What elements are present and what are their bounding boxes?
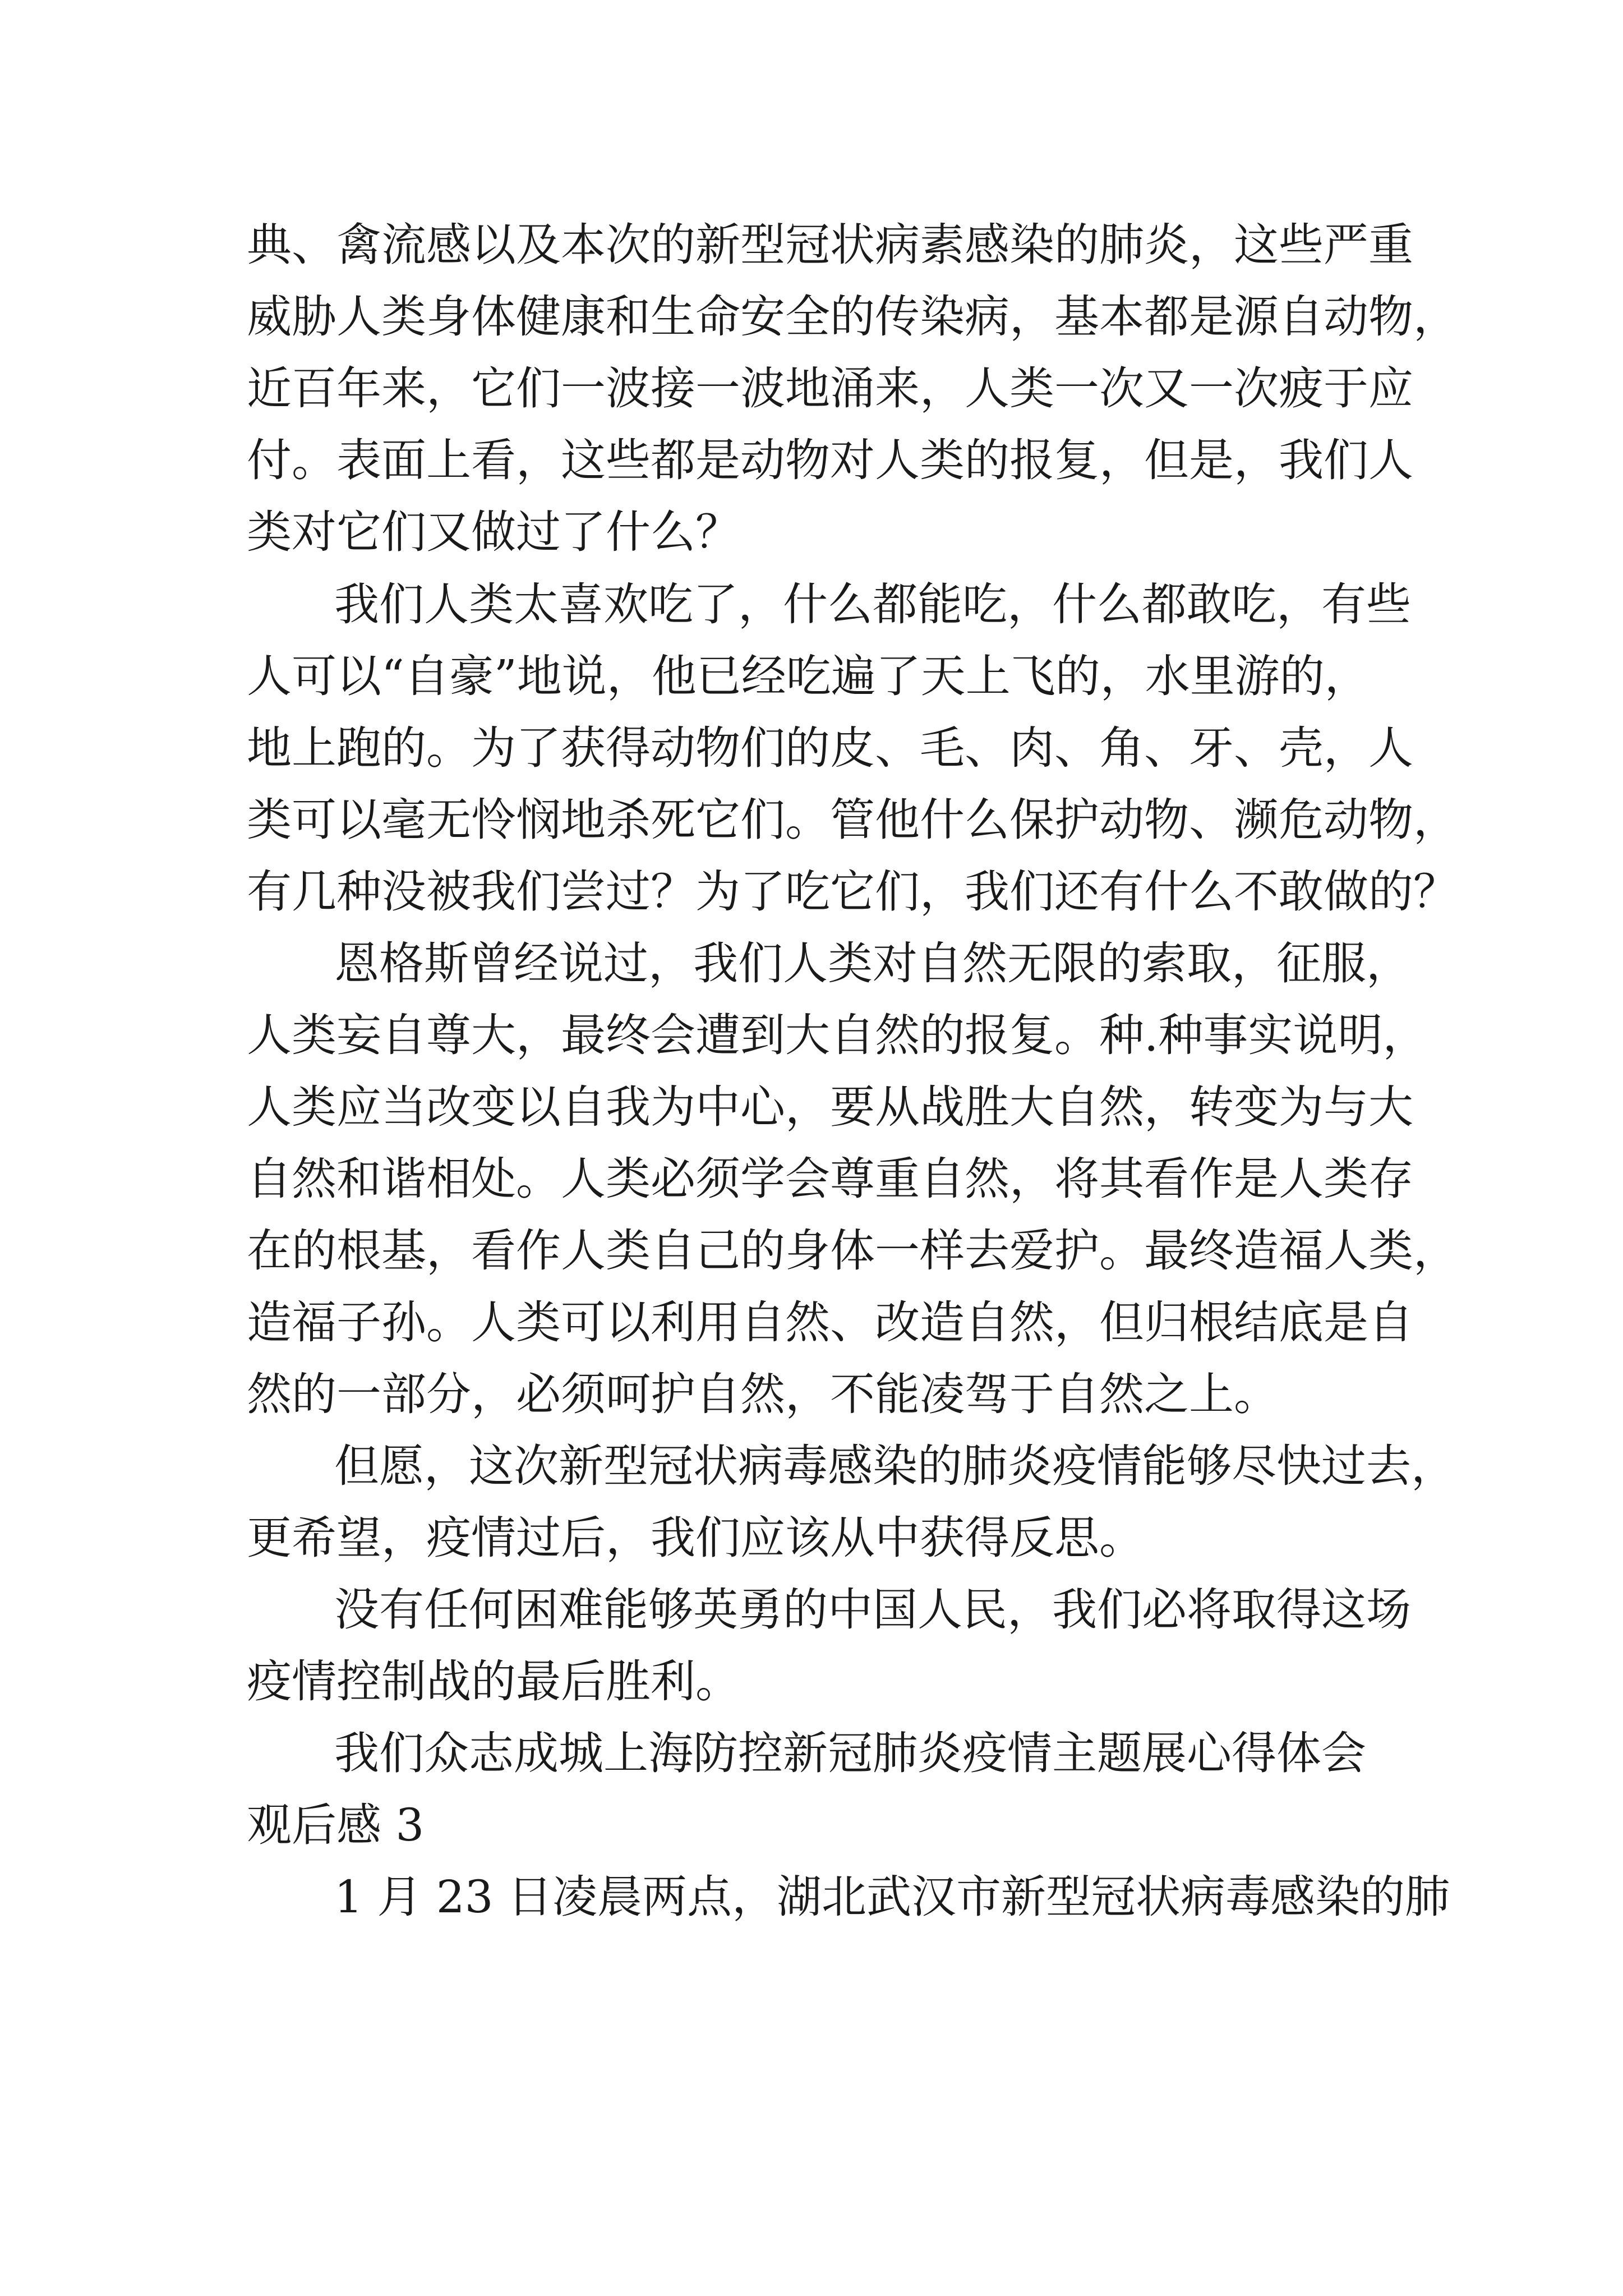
section-heading: 观后感 3 — [247, 1799, 425, 1851]
text-line: 人可以“自豪”地说，他已经吃遍了天上飞的，水里游的， — [247, 650, 1370, 702]
text-line: 恩格斯曾经说过，我们人类对自然无限的索取，征服， — [334, 937, 1411, 990]
text-line: 人类应当改变以自我为中心，要从战胜大自然，转变为与大 — [247, 1081, 1413, 1133]
text-line: 没有任何困难能够英勇的中国人民，我们必将取得这场 — [334, 1584, 1411, 1636]
text-line: 但愿，这次新型冠状病毒感染的肺炎疫情能够尽快过去， — [334, 1440, 1456, 1492]
text-line: 地上跑的。为了获得动物们的皮、毛、肉、角、牙、壳，人 — [247, 722, 1413, 774]
text-line: 我们人类太喜欢吃了，什么都能吃，什么都敢吃，有些 — [334, 578, 1411, 631]
text-line: 威胁人类身体健康和生命安全的传染病，基本都是源自动物， — [247, 291, 1458, 343]
text-line: 疫情控制战的最后胜利。 — [247, 1655, 740, 1708]
text-line: 类可以毫无怜悯地杀死它们。管他什么保护动物、濒危动物， — [247, 794, 1458, 846]
text-line: 有几种没被我们尝过？为了吃它们，我们还有什么不敢做的？ — [247, 866, 1458, 918]
text-line: 造福子孙。人类可以利用自然、改造自然，但归根结底是自 — [247, 1296, 1413, 1349]
section-heading: 我们众志成城上海防控新冠肺炎疫情主题展心得体会 — [334, 1727, 1366, 1779]
text-line: 更希望，疫情过后，我们应该从中获得反思。 — [247, 1512, 1144, 1564]
text-line: 近百年来，它们一波接一波地涌来，人类一次又一次疲于应 — [247, 362, 1413, 415]
text-line: 人类妄自尊大，最终会遭到大自然的报复。种.种事实说明， — [247, 1009, 1428, 1061]
text-line: 1 月 23 日凌晨两点，湖北武汉市新型冠状病毒感染的肺 — [334, 1871, 1450, 1923]
text-line: 付。表面上看，这些都是动物对人类的报复，但是，我们人 — [247, 434, 1413, 486]
text-line: 在的根基，看作人类自己的身体一样去爱护。最终造福人类， — [247, 1225, 1458, 1277]
text-line: 典、禽流感以及本次的新型冠状病素感染的肺炎，这些严重 — [247, 219, 1413, 271]
text-line: 然的一部分，必须呵护自然，不能凌驾于自然之上。 — [247, 1368, 1279, 1420]
text-line: 类对它们又做过了什么？ — [247, 506, 740, 558]
text-line: 自然和谐相处。人类必须学会尊重自然，将其看作是人类存 — [247, 1153, 1413, 1205]
